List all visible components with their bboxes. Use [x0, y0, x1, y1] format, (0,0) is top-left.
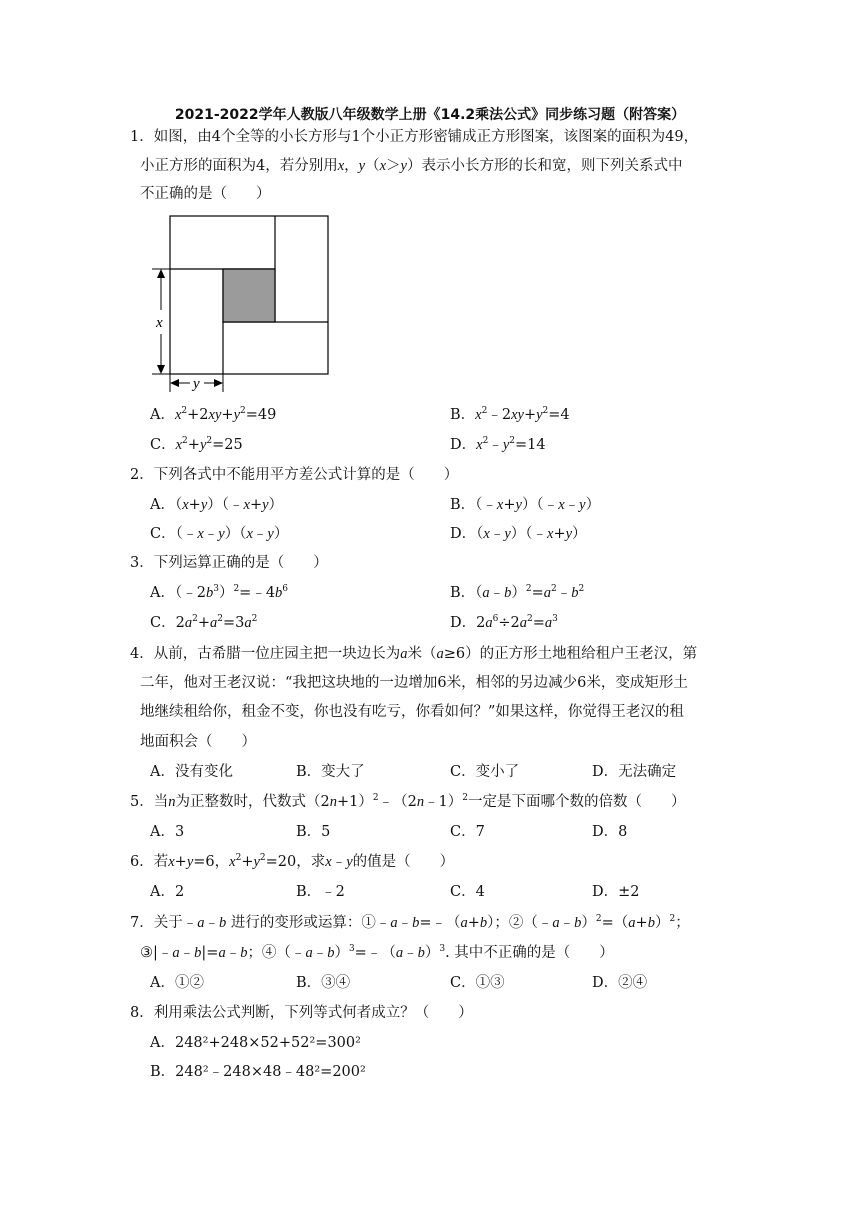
- q4-option-c: C．变小了: [450, 764, 520, 780]
- q4-option-b: B．变大了: [296, 764, 365, 780]
- q5-option-c: C．7: [450, 824, 485, 840]
- q2-stem: 2．下列各式中不能用平方差公式计算的是（ ）: [130, 467, 459, 483]
- q1-option-b: B．$x^2﹣2xy+y^2=4$: [450, 406, 570, 423]
- q6-option-d: D．±2: [592, 884, 640, 900]
- small-square-shaded: [223, 269, 275, 322]
- q6-option-a: A．2: [150, 884, 185, 900]
- q7-option-c: C．①③: [450, 975, 505, 991]
- q5-option-b: B．5: [296, 824, 331, 840]
- q6-option-b: B．﹣2: [296, 884, 345, 900]
- q5-stem: 5．当n为正整数时，代数式$(2n+1)^2﹣(2n﹣1)^2$一定是下面哪个数的倍数（ ）: [130, 793, 686, 810]
- q7-option-b: B．③④: [296, 975, 351, 991]
- q4-option-d: D．无法确定: [592, 764, 677, 780]
- q6-option-c: C．4: [450, 884, 485, 900]
- q4-line3: 地继续租给你，租金不变，你也没有吃亏，你看如何？”如果这样，你觉得王老汉的租: [140, 704, 684, 720]
- fig-label-y: y: [193, 376, 200, 392]
- q1-line2: 小正方形的面积为4，若分别用x，y（x＞y）表示小长方形的长和宽，则下列关系式中: [140, 158, 683, 174]
- q1-option-a: A．$x^2+2xy+y^2=49$: [150, 406, 277, 423]
- q4-option-a: A．没有变化: [150, 764, 233, 780]
- q1-option-d: D．$x^2﹣y^2=14$: [450, 436, 546, 453]
- q1-line3: 不正确的是（ ）: [140, 186, 271, 202]
- q6-stem: 6．若x+y=6，$x^2+y^2=20$，求x﹣y的值是（ ）: [130, 853, 455, 870]
- q5-option-d: D．8: [592, 824, 628, 840]
- q2-option-a: A．（x+y）（﹣x+y）: [150, 497, 284, 513]
- q8-stem: 8．利用乘法公式判断，下列等式何者成立？（ ）: [130, 1005, 473, 1021]
- q1-line1: 1．如图，由4个全等的小长方形与1个小正方形密铺成正方形图案，该图案的面积为49，: [130, 129, 699, 145]
- q3-option-b: B．$(a﹣b)^2=a^2﹣b^2$: [450, 584, 585, 601]
- q8-option-a: A．248²+248×52+52²=300²: [150, 1035, 361, 1051]
- q7-option-d: D．②④: [592, 975, 648, 991]
- q1-option-c: C．$x^2+y^2=25$: [150, 436, 243, 453]
- q8-option-b: B．248²﹣248×48﹣48²=200²: [150, 1064, 366, 1080]
- page-title: 2021-2022学年人教版八年级数学上册《14.2乘法公式》同步练习题（附答案）: [174, 107, 686, 123]
- q2-option-b: B．（﹣x+y）（﹣x﹣y）: [450, 497, 601, 513]
- q4-line4: 地面积会（ ）: [140, 734, 256, 750]
- q3-option-d: D．$2a^6\div 2a^2=a^3$: [450, 614, 558, 631]
- fig-label-x: x: [156, 315, 163, 331]
- q3-option-a: A．$(﹣2b^3)^2=﹣4b^6$: [150, 584, 289, 601]
- q3-stem: 3．下列运算正确的是（ ）: [130, 555, 328, 571]
- q7-option-a: A．①②: [150, 975, 204, 991]
- q2-option-d: D．（x﹣y）（﹣x+y）: [450, 526, 587, 542]
- q7-line1: 7．关于﹣a﹣b 进行的变形或运算：①﹣a﹣b=﹣（a+b）；$②(﹣a﹣b)^2=(a+b)^2$；: [130, 914, 690, 931]
- square-tiling-figure: [150, 210, 340, 395]
- q5-option-a: A．3: [150, 824, 185, 840]
- q2-option-c: C．（﹣x﹣y）（x﹣y）: [150, 526, 289, 542]
- q4-line2: 二年，他对王老汉说：“我把这块地的一边增加6米，相邻的另边减少6米，变成矩形土: [140, 675, 688, 691]
- q3-option-c: C．$2a^2+a^2=3a^2$: [150, 614, 258, 631]
- q7-line2: ③|﹣a﹣b|=a﹣b；④（﹣a﹣b）$^3$=﹣（a﹣b）$^3$. 其中不正确的是（ ）: [140, 944, 614, 961]
- q4-line1: 4．从前，古希腊一位庄园主把一块边长为a米（a≥6）的正方形土地租给租户王老汉，第: [130, 646, 698, 662]
